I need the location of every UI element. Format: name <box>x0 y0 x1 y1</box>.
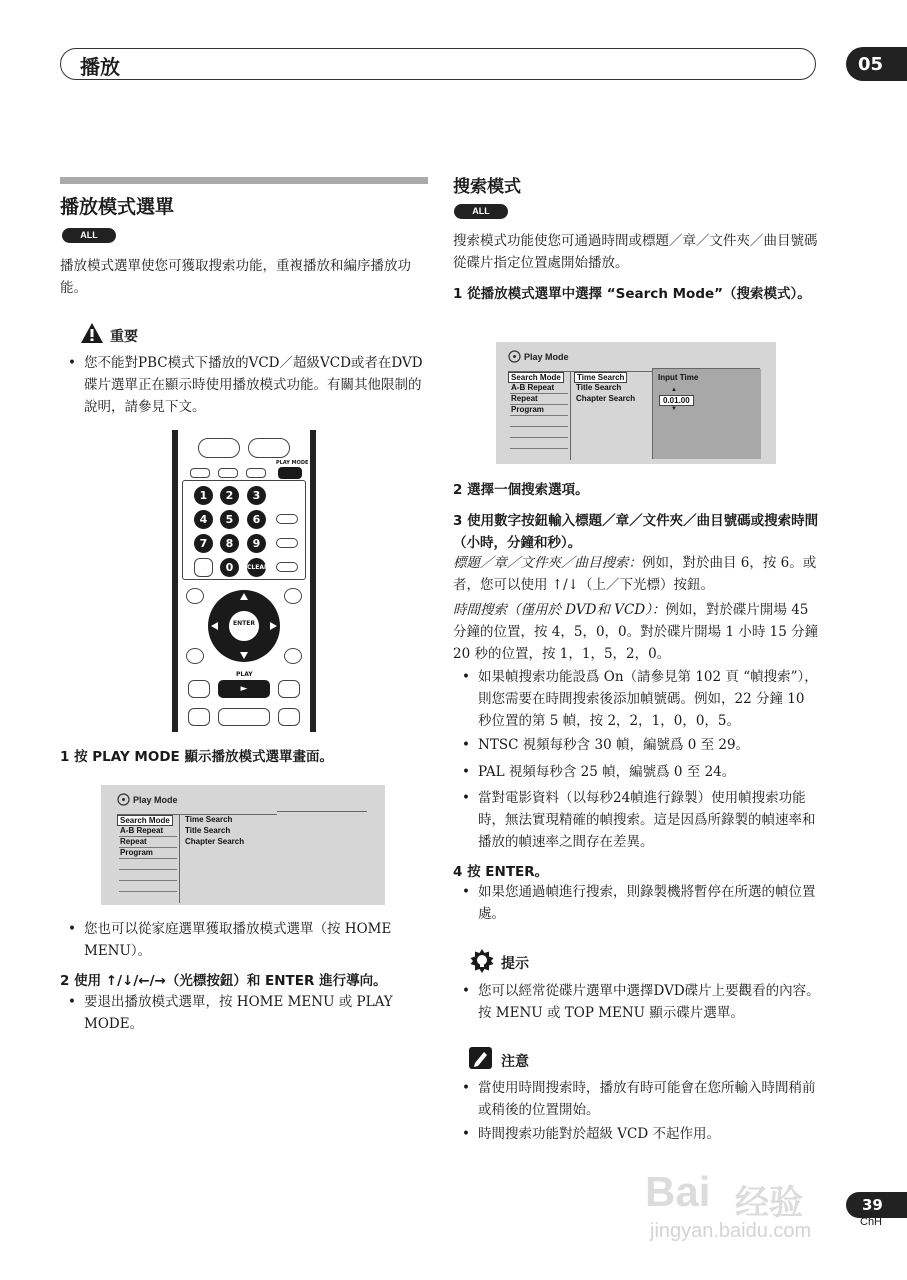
bullet-frame-advance: • 如果您通過幀進行搜索，則錄製機將暫停在所選的幀位置處。 <box>462 881 822 925</box>
disc-icon-right <box>508 350 521 368</box>
all-badge: ALL <box>62 228 116 243</box>
input-time-label: Input Time <box>658 373 699 382</box>
tip-icon <box>469 948 495 978</box>
right-step-3: 3 使用數字按鈕輸入標題／章／文件夾／曲目號碼或搜索時間（小時，分鐘和秒）。 <box>453 513 819 551</box>
menu-item-ab-repeat[interactable]: A-B Repeat <box>120 826 164 835</box>
title-search-label: 標題／章／文件夾／曲目搜索： <box>453 555 642 571</box>
play-mode-button[interactable] <box>278 467 302 479</box>
play-button[interactable]: ► <box>218 680 270 698</box>
note-icon <box>469 1047 492 1069</box>
input-time-field[interactable]: 0.01.00 <box>659 395 694 406</box>
menu-item-program-right[interactable]: Program <box>511 405 544 414</box>
watermark-bai: Bai <box>645 1168 711 1215</box>
menu-item-repeat-right[interactable]: Repeat <box>511 394 538 403</box>
disc-icon <box>117 793 130 811</box>
bullet-ntsc: • NTSC 視頻每秒含 30 幀，編號爲 0 至 29。 <box>462 734 822 756</box>
menu-item-program[interactable]: Program <box>120 848 153 857</box>
search-mode-menu-screen: Play Mode Search Mode A-B Repeat Repeat Program Time Search Title Search Chapter Search Input Time ▲ 0.01.00 ▼ <box>496 342 776 464</box>
time-search-label: 時間搜索（僅用於 DVD和 VCD）： <box>453 602 666 618</box>
search-mode-intro: 搜索模式功能使您可通過時間或標題／章／文件夾／曲目號碼從碟片指定位置處開始播放。 <box>453 233 818 271</box>
key-1[interactable]: 1 <box>194 486 213 505</box>
warning-icon <box>80 322 104 348</box>
page-number: 39 <box>846 1192 907 1218</box>
tip-bullet: • 您可以經常從碟片選單中選擇DVD碟片上要觀看的內容。按 MENU 或 TOP MENU 顯示碟片選單。 <box>462 980 822 1024</box>
key-7[interactable]: 7 <box>194 534 213 553</box>
clear-button[interactable]: CLEAR <box>247 558 266 577</box>
arrow-right-icon <box>270 622 277 630</box>
section-heading-search-mode: 搜索模式 <box>453 177 521 197</box>
note-title: 注意 <box>501 1054 529 1070</box>
menu-item-search-mode[interactable]: Search Mode <box>117 815 173 826</box>
bullet-frame-search: • 如果幀搜索功能設爲 On（請參見第 102 頁 “幀搜索”），則您需要在時間搜索後添加幀號碼。例如，22 分鐘 10 秒位置的第 5 幀，按 2，2，1，0，0，5。 <box>462 666 822 732</box>
menu-item-ab-repeat-right[interactable]: A-B Repeat <box>511 383 555 392</box>
bullet-film: • 當對電影資料（以每秒24幀進行錄製）使用幀搜索功能時，無法實現精確的幀搜索。這是因爲所錄製的幀速率和播放的幀速率之間存在差異。 <box>462 787 822 853</box>
arrow-up-icon <box>240 593 248 600</box>
arrow-left-icon <box>211 622 218 630</box>
time-search-paragraph <box>453 599 821 665</box>
right-step-1: 1 從播放模式選單中選擇 “Search Mode”（搜索模式）。 <box>453 286 811 302</box>
menu-item-title-search-right[interactable]: Title Search <box>576 383 622 392</box>
menu-item-repeat[interactable]: Repeat <box>120 837 147 846</box>
header-bar <box>60 48 816 80</box>
key-4[interactable]: 4 <box>194 510 213 529</box>
watermark-url: jingyan.baidu.com <box>650 1220 812 1242</box>
watermark-brand: 经验 <box>735 1183 803 1223</box>
play-label: PLAY <box>236 671 253 678</box>
note-bullet-2: • 時間搜索功能對於超級 VCD 不起作用。 <box>462 1123 822 1145</box>
menu-item-time-search[interactable]: Time Search <box>185 815 233 824</box>
note-bullet-1: • 當使用時間搜索時，播放有時可能會在您所輸入時間稍前或稍後的位置開始。 <box>462 1077 822 1121</box>
key-9[interactable]: 9 <box>247 534 266 553</box>
bullet-exit-menu: • 要退出播放模式選單，按 HOME MENU 或 PLAY MODE。 <box>68 991 430 1035</box>
section-heading-play-mode: 播放模式選單 <box>60 196 175 218</box>
play-mode-label: PLAY MODE <box>276 460 309 466</box>
right-step-2: 2 選擇一個搜索選項。 <box>453 482 589 498</box>
important-bullet: • 您不能對PBC模式下播放的VCD／超級VCD或者在DVD碟片選單正在顯示時使用播放模式功能。有關其他限制的說明，請參見下文。 <box>68 352 430 418</box>
key-6[interactable]: 6 <box>247 510 266 529</box>
page-title: 播放 <box>80 55 120 79</box>
title-search-text: 例如，對於曲目 6，按 6。或者，您可以使用 ↑/↓（上／下光標）按鈕。 <box>453 555 817 593</box>
menu-item-time-search-right[interactable]: Time Search <box>574 372 627 383</box>
chapter-badge: 05 <box>846 47 907 81</box>
left-step-1: 1 按 PLAY MODE 顯示播放模式選單畫面。 <box>60 749 333 765</box>
key-5[interactable]: 5 <box>220 510 239 529</box>
menu-item-chapter-search-right[interactable]: Chapter Search <box>576 394 636 403</box>
remote-control-illustration <box>172 430 316 732</box>
menu-title: Play Mode <box>133 795 178 805</box>
left-step-2: 2 使用 ↑/↓/←/→（光標按鈕）和 ENTER 進行導向。 <box>60 973 387 989</box>
enter-button[interactable]: ENTER <box>233 620 255 627</box>
key-2[interactable]: 2 <box>220 486 239 505</box>
time-search-text: 例如，對於碟片開場 45 分鐘的位置，按 4，5，0，0。對於碟片開場 1 小時 15 分鐘 20 秒的位置，按 1，1，5，2，0。 <box>453 602 819 662</box>
bullet-home-menu: • 您也可以從家庭選單獲取播放模式選單（按 HOME MENU）。 <box>68 918 430 962</box>
play-mode-intro: 播放模式選單使您可獲取搜索功能，重複播放和編序播放功能。 <box>60 258 411 296</box>
language-code: ChH <box>860 1216 883 1228</box>
key-0[interactable]: 0 <box>220 558 239 577</box>
key-3[interactable]: 3 <box>247 486 266 505</box>
menu-title-right: Play Mode <box>524 352 569 362</box>
menu-item-search-mode-right[interactable]: Search Mode <box>508 372 564 383</box>
menu-item-chapter-search[interactable]: Chapter Search <box>185 837 245 846</box>
arrow-down-icon <box>240 652 248 659</box>
menu-item-title-search[interactable]: Title Search <box>185 826 231 835</box>
right-step-4: 4 按 ENTER。 <box>453 864 549 880</box>
tip-title: 提示 <box>501 956 529 972</box>
play-mode-menu-screen <box>101 785 385 905</box>
key-8[interactable]: 8 <box>220 534 239 553</box>
title-search-paragraph <box>453 552 821 596</box>
bullet-pal: • PAL 視頻每秒含 25 幀，編號爲 0 至 24。 <box>462 761 822 783</box>
all-badge-right: ALL <box>454 204 508 219</box>
section-divider <box>60 177 428 184</box>
important-title: 重要 <box>110 329 138 345</box>
